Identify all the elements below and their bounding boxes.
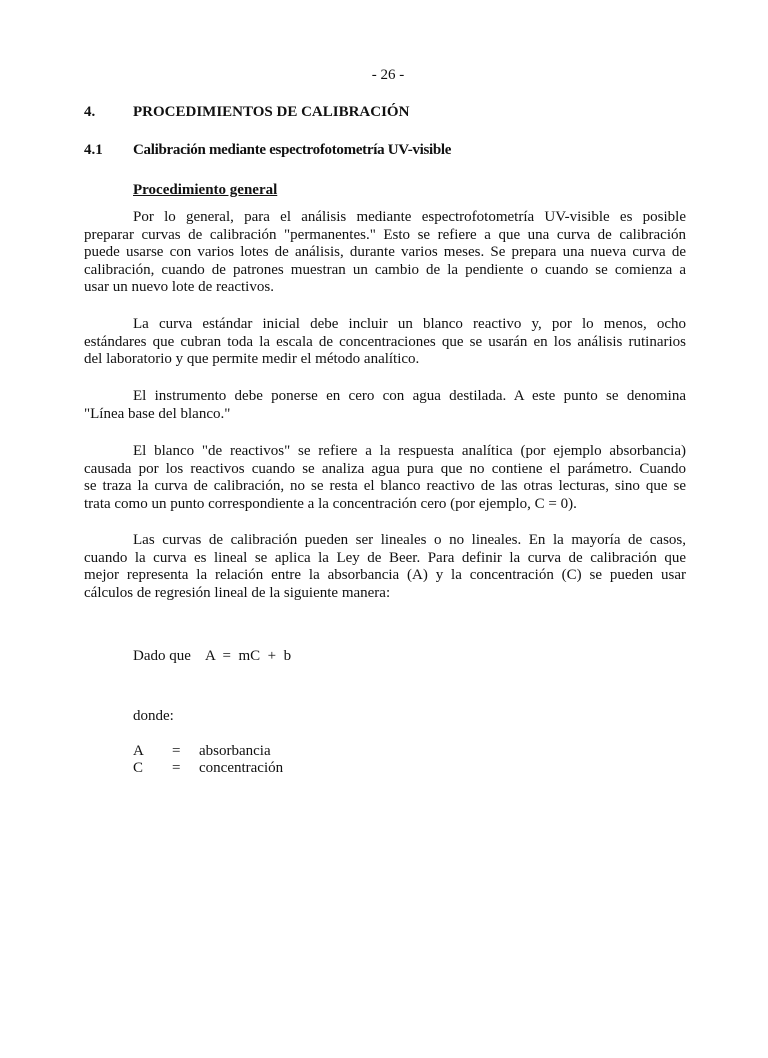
paragraph-line: del laboratorio y que permite medir el método analítico. — [84, 351, 420, 367]
paragraph-line: preparar curvas de calibración "permanentes." Esto se refiere a que una curva de calibración — [84, 226, 686, 243]
paragraph — [84, 316, 686, 369]
paragraph-line: Por lo general, para el análisis mediante espectrofotometría UV-visible es posible — [133, 209, 686, 225]
definition-equals: = — [172, 760, 181, 776]
paragraph-line: cálculos de regresión lineal de la siguiente manera: — [84, 584, 391, 601]
subsection-title: Calibración mediante espectrofotometría UV-visible — [133, 142, 452, 158]
paragraph — [84, 388, 686, 423]
definition-equals: = — [172, 743, 181, 759]
definition-symbol: A — [133, 743, 144, 759]
equation-formula: A = mC + b — [205, 648, 292, 664]
definition-symbol: C — [133, 760, 144, 776]
page-number: - 26 - — [371, 67, 405, 83]
section-number: 4. — [84, 104, 96, 120]
paragraph-line: El blanco "de reactivos" se refiere a la respuesta analítica (por ejemplo absorbancia) — [133, 443, 686, 459]
paragraph — [84, 443, 686, 513]
paragraph-line: "Línea base del blanco." — [84, 405, 231, 422]
paragraph — [84, 532, 686, 602]
subsection-number: 4.1 — [84, 142, 103, 158]
equation-lead: Dado que — [133, 648, 191, 664]
paragraph-line: El instrumento debe ponerse en cero con agua destilada. A este punto se denomina — [133, 388, 686, 404]
paragraph-line: mejor representa la relación entre la absorbancia (A) y la concentración (C) se pueden usar — [84, 567, 686, 583]
section-title: PROCEDIMIENTOS DE CALIBRACIÓN — [133, 104, 410, 120]
definition-meaning: absorbancia — [199, 743, 271, 759]
paragraph-line: trata como un punto correspondiente a la concentración cero (por ejemplo, C = 0). — [84, 495, 577, 512]
subheading: Procedimiento general — [133, 182, 278, 198]
paragraph-line: estándares que cubran toda la escala de concentraciones que se usarán en los análisis rutinarios — [84, 333, 686, 350]
paragraph-line: puede usarse con varios lotes de análisis, durante varios meses. Se prepara una nueva curva de — [84, 244, 686, 260]
definition-meaning: concentración — [199, 760, 284, 776]
paragraph-line: usar un nuevo lote de reactivos. — [84, 279, 274, 295]
paragraph-line: Las curvas de calibración pueden ser lineales o no lineales. En la mayoría de casos, — [133, 532, 686, 548]
paragraph-line: La curva estándar inicial debe incluir un blanco reactivo y, por lo menos, ocho — [133, 316, 686, 332]
paragraph-line: se traza la curva de calibración, no se resta el blanco reactivo de las otras lecturas, sino que se — [84, 478, 686, 494]
paragraph-line: cuando la curva es lineal se aplica la Ley de Beer. Para definir la curva de calibración que — [84, 549, 686, 566]
paragraph — [84, 209, 686, 297]
where-label: donde: — [133, 708, 174, 724]
paragraph-line: calibración, cuando de patrones muestran un cambio de la pendiente o cuando se comienza a — [84, 261, 686, 278]
paragraph-line: causada por los reactivos cuando se analiza agua pura que no contiene el parámetro. Cuando — [84, 460, 686, 477]
